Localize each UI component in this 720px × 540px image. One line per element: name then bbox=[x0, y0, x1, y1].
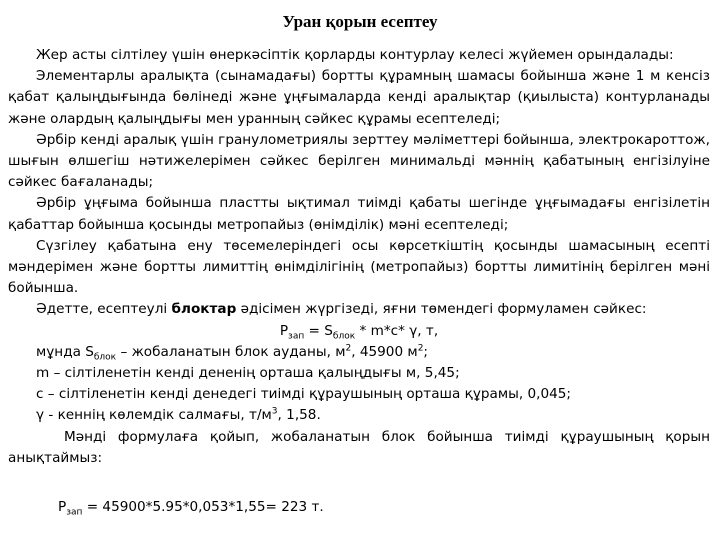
document-title: Уран қорын есептеу bbox=[282, 12, 438, 31]
definition-density bbox=[8, 405, 710, 426]
def-s-subscript: блок bbox=[93, 352, 117, 363]
def-s-sup1: 2 bbox=[345, 343, 352, 354]
def-s-mid: – жобаланатын блок ауданы, м bbox=[116, 343, 346, 360]
result-rhs: = 45900*5.95*0,053*1,55= 223 т. bbox=[82, 499, 324, 516]
formula-s-subscript: блок bbox=[332, 331, 356, 342]
paragraph-substitute: Мәнді формулаға қойып, жобаланатын блок бойынша тиімді құраушының қорын анықтаймыз: bbox=[8, 428, 710, 466]
def-g-end: , 1,58. bbox=[277, 407, 321, 424]
spacer bbox=[8, 469, 710, 497]
blocks-method-text-after: әдісімен жүргізеді, яғни төмендегі формуламен сәйкес: bbox=[236, 301, 647, 318]
paragraph-elementary-interval: Элементарлы аралықта (сынамадағы) бортты құрамның шамасы бойынша және 1 м кенсіз қабат қалыңдығында бөлінеді және ұңғымаларда кенді аралықтар (қиылыста) контурланады және олардың қалыңдығы мен уранның сәйкес құрамы есептеледі; bbox=[8, 68, 710, 127]
def-s-sup2: 2 bbox=[417, 343, 424, 354]
paragraph-ore-interval: Әрбір кенді аралық үшін гранулометриялы зерттеу мәліметтері бойынша, электрокароттож, шығын өлшегіш нәтижелерімен сәйкес берілген минимальді мәннің қабатының енгізілуіне сәйкес бағаланады; bbox=[8, 131, 710, 191]
reserve-formula bbox=[8, 321, 710, 342]
formula-lhs: P bbox=[279, 322, 289, 339]
def-s-end: ; bbox=[423, 343, 429, 360]
result-formula bbox=[8, 497, 710, 518]
def-g-pre: γ - кеннің көлемдік салмағы, т/м bbox=[36, 407, 272, 424]
document-body bbox=[8, 45, 710, 518]
paragraph-blocks-method bbox=[8, 299, 710, 320]
blocks-term: блоктар bbox=[171, 301, 237, 318]
definition-block-area bbox=[8, 342, 710, 363]
formula-lhs-subscript: зап bbox=[288, 331, 305, 342]
formula-equals-s: = S bbox=[304, 322, 333, 339]
result-lhs: P bbox=[58, 499, 67, 516]
paragraph-filter-layer: Сүзгілеу қабатына ену төсемелеріндегі осы көрсеткіштің қосынды шамасының есепті мәндерімен және бортты лимиттің өнімділігінің (метропайыз) бортты лимитінің берілген мәні бойынша. bbox=[8, 237, 710, 297]
def-g-sup: 3 bbox=[271, 406, 278, 417]
definition-thickness: m – сілтіленетін кенді дененің орташа қалыңдығы м, 5,45; bbox=[36, 365, 460, 382]
result-lhs-subscript: зап bbox=[66, 507, 83, 518]
def-s-value: , 45900 м bbox=[351, 343, 418, 360]
formula-rhs: * m*c* γ, т, bbox=[355, 322, 439, 339]
paragraph-intro: Жер асты сілтілеу үшін өнеркәсіптік қорларды контурлау келесі жүйемен орындалады: bbox=[36, 47, 674, 63]
paragraph-each-well: Әрбір ұңғыма бойынша пластты ықтимал тиімді қабаты шегінде ұңғымадағы енгізілетін қабаттар бойынша қосынды метропайыз (өнімділік) мәні есептеледі; bbox=[8, 195, 710, 233]
definition-content: с – сілтіленетін кенді денедегі тиімді құраушының орташа құрамы, 0,045; bbox=[36, 386, 571, 403]
def-s-pre: мұнда S bbox=[36, 343, 94, 360]
blocks-method-text-before: Әдетте, есептеулі bbox=[36, 301, 172, 318]
